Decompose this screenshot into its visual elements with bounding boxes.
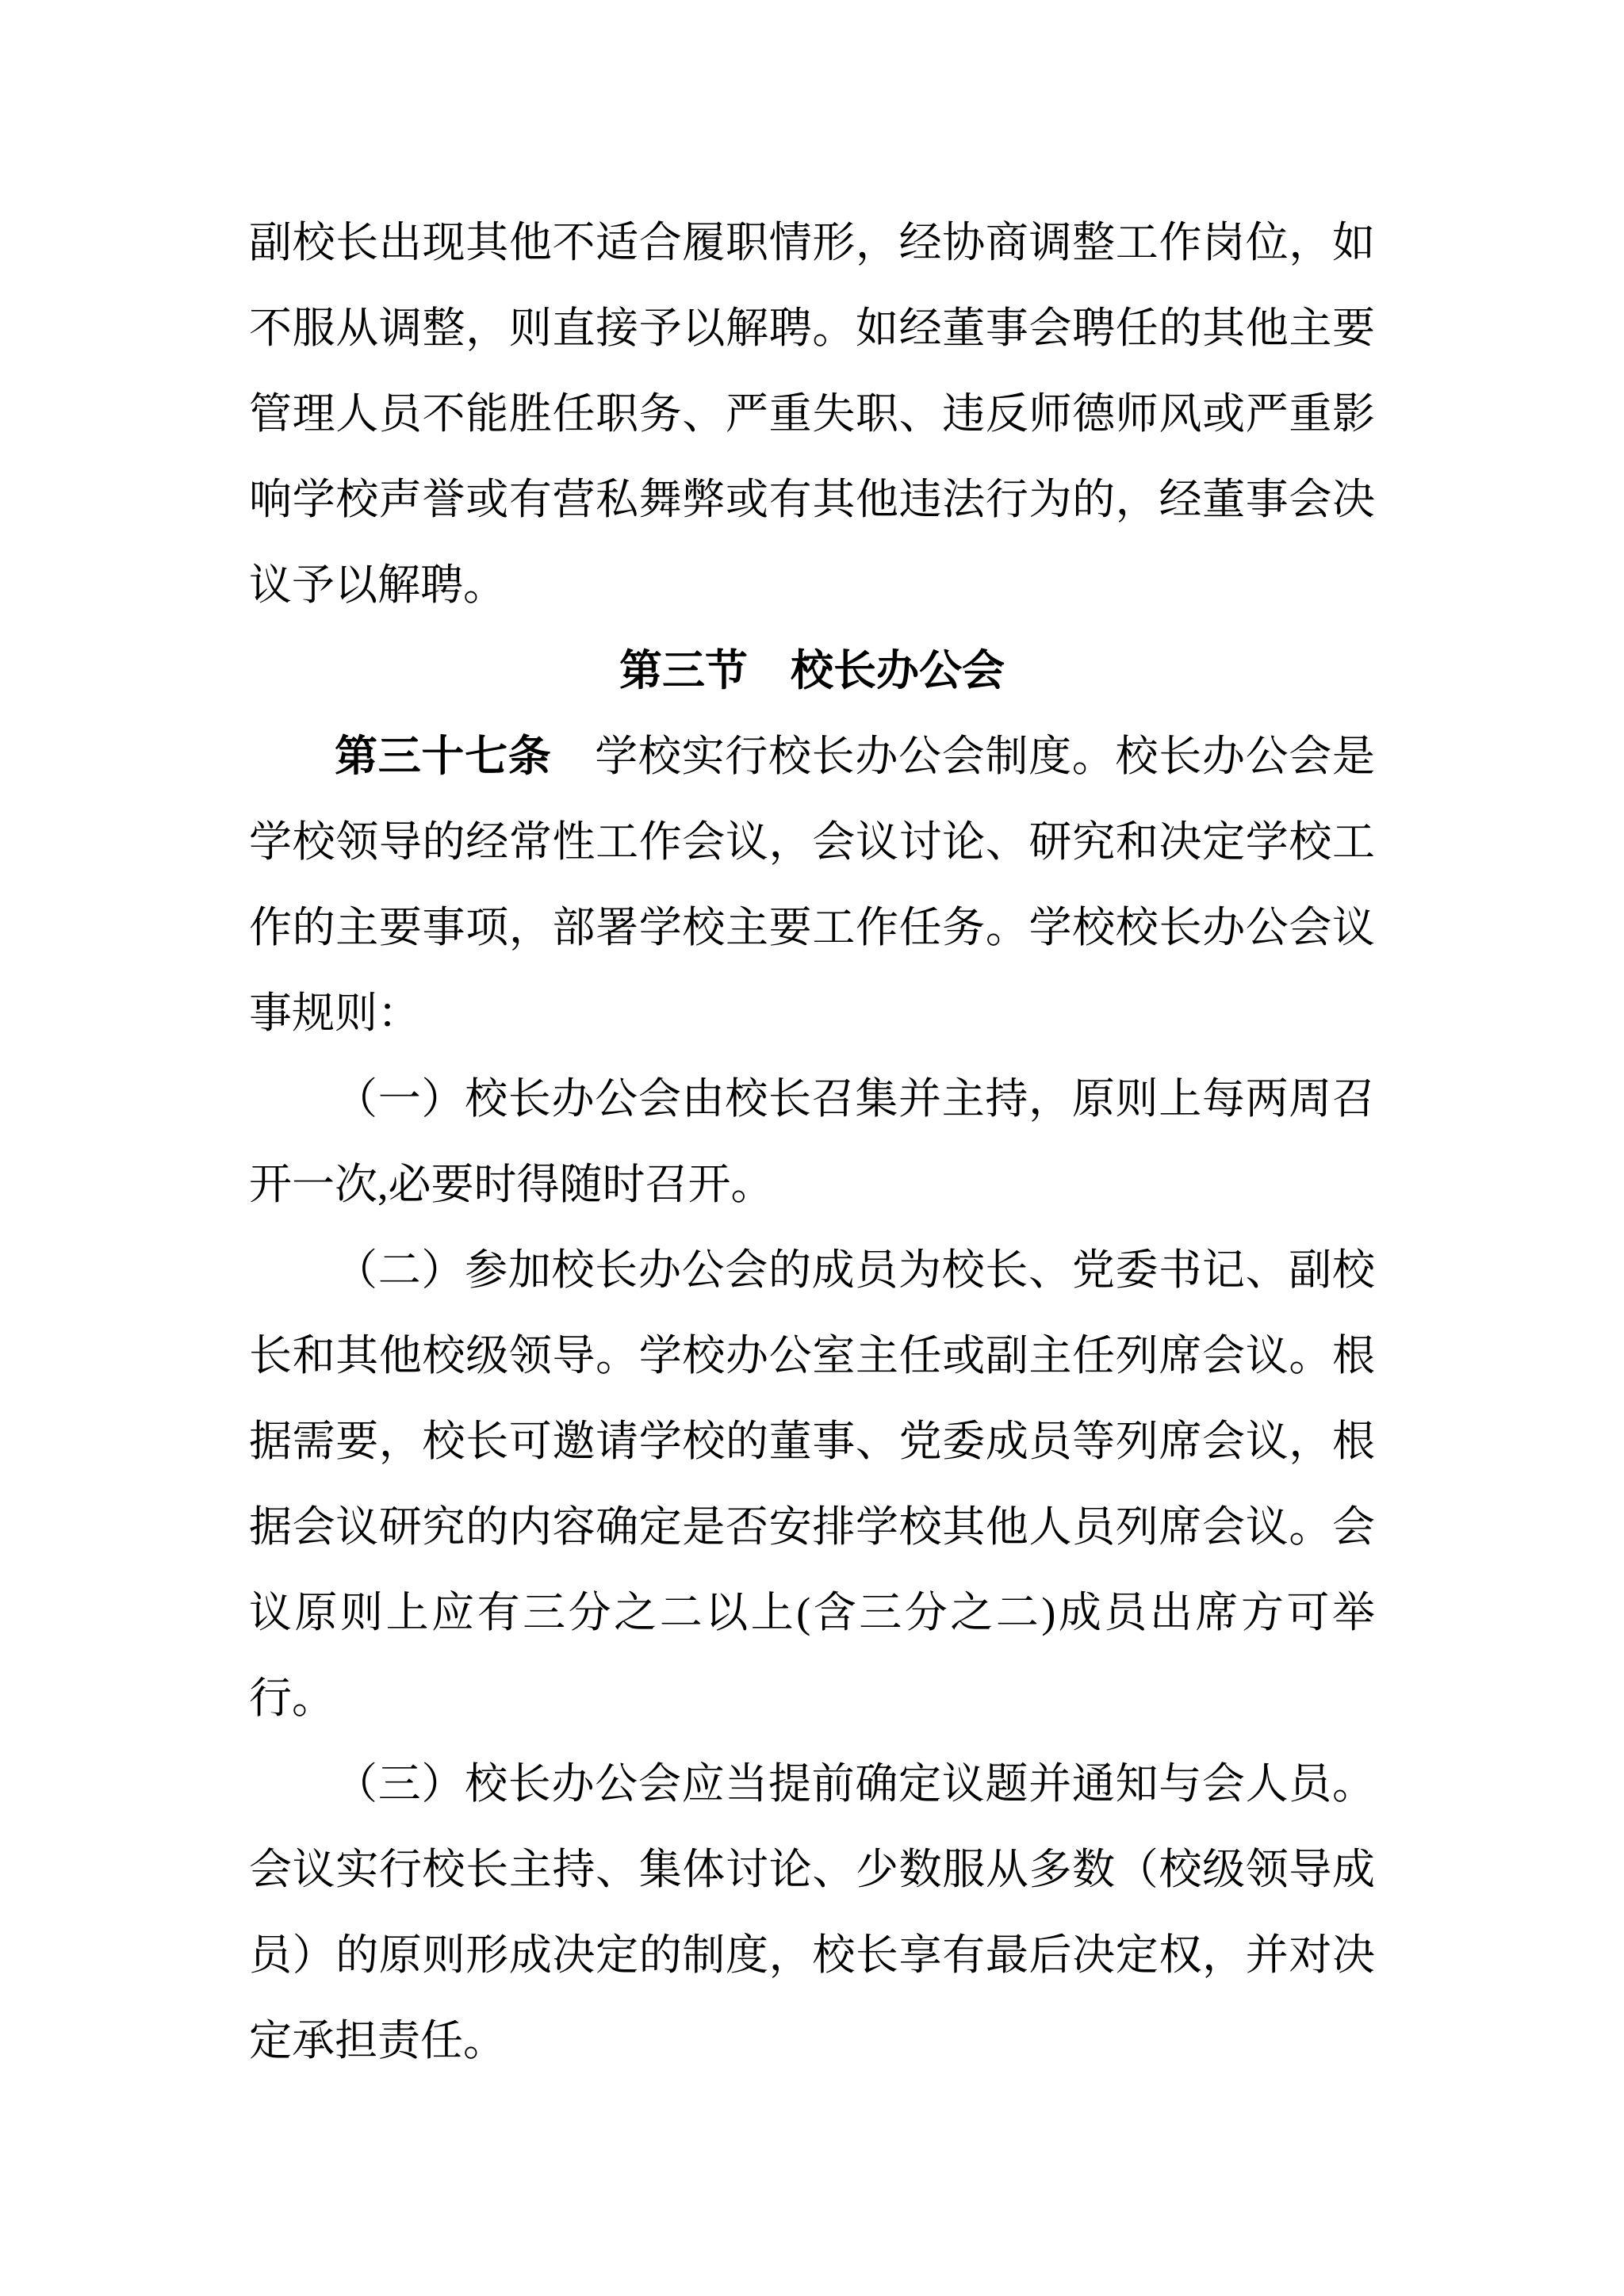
doc-line: 管理人员不能胜任职务、严重失职、违反师德师风或严重影 bbox=[249, 390, 1375, 438]
doc-line: 定承担责任。 bbox=[249, 2017, 506, 2064]
text-block bbox=[249, 200, 1375, 2084]
doc-line-item-2: （二）参加校长办公会的成员为校长、党委书记、副校 bbox=[335, 1246, 1375, 1294]
doc-line: 作的主要事项，部署学校主要工作任务。学校校长办公会议 bbox=[249, 904, 1375, 951]
doc-line: 开一次,必要时得随时召开。 bbox=[249, 1161, 774, 1208]
doc-line-article-start bbox=[249, 714, 1375, 799]
section-heading: 第三节 校长办公会 bbox=[619, 647, 1005, 695]
article-number: 第三十七条 bbox=[335, 733, 552, 780]
doc-line: 不服从调整，则直接予以解聘。如经董事会聘任的其他主要 bbox=[249, 304, 1375, 352]
doc-line: 学校领导的经常性工作会议，会议讨论、研究和决定学校工 bbox=[249, 818, 1375, 866]
doc-line-item-1: （一）校长办公会由校长召集并主持，原则上每两周召 bbox=[335, 1075, 1375, 1123]
doc-line: 议予以解聘。 bbox=[249, 561, 506, 609]
doc-line: 长和其他校级领导。学校办公室主任或副主任列席会议。根 bbox=[249, 1332, 1375, 1380]
doc-line: 员）的原则形成决定的制度，校长享有最后决定权，并对决 bbox=[249, 1931, 1375, 1979]
article-opening-text: 学校实行校长办公会制度。校长办公会是 bbox=[551, 733, 1375, 780]
doc-line: 据会议研究的内容确定是否安排学校其他人员列席会议。会 bbox=[249, 1503, 1375, 1551]
doc-line: 据需要，校长可邀请学校的董事、党委成员等列席会议，根 bbox=[249, 1418, 1375, 1465]
doc-line: 议原则上应有三分之二以上(含三分之二)成员出席方可举 bbox=[249, 1589, 1375, 1636]
doc-line: 事规则： bbox=[249, 989, 420, 1037]
doc-line: 行。 bbox=[249, 1674, 335, 1722]
doc-line-item-3: （三）校长办公会应当提前确定议题并通知与会人员。 bbox=[335, 1760, 1375, 1808]
doc-line: 响学校声誉或有营私舞弊或有其他违法行为的，经董事会决 bbox=[249, 476, 1375, 523]
doc-line: 会议实行校长主持、集体讨论、少数服从多数（校级领导成 bbox=[249, 1846, 1375, 1893]
doc-line: 副校长出现其他不适合履职情形，经协商调整工作岗位，如 bbox=[249, 219, 1375, 266]
